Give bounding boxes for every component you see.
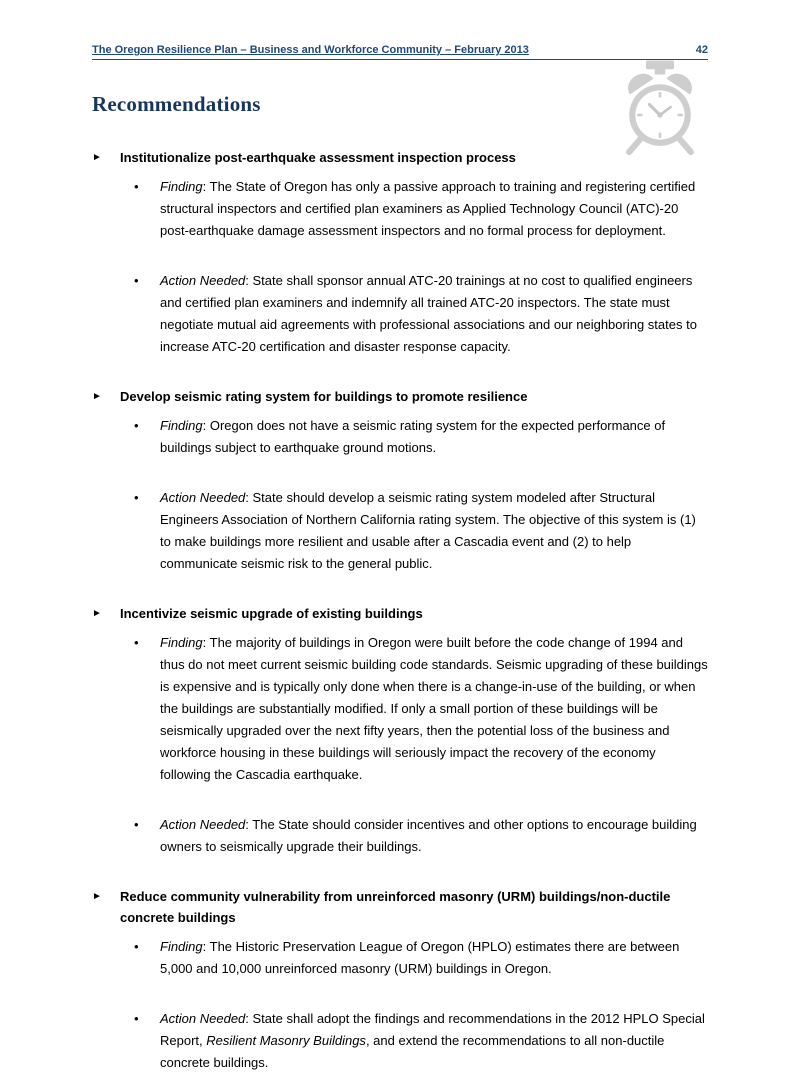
action-needed-text: : The State should consider incentives and other options to encourage building owners to seismically upgrade their buildings. (160, 817, 697, 854)
finding-item (134, 415, 708, 459)
report-title-italic: Resilient Masonry Buildings (206, 1033, 366, 1048)
action-needed-item (134, 814, 708, 858)
finding-text: : The majority of buildings in Oregon were built before the code change of 1994 and thus do not meet current seismic building code standards. Seismic upgrading of these buildings is expensive and is typically only done when there is a change-in-use of the building, or when the buildings are substantially modified. If only a small portion of these buildings will be seismically upgraded over the next fifty years, then the potential loss of the business and workforce housing in these buildings will seriously impact the recovery of the economy following the Cascadia earthquake. (160, 635, 708, 782)
finding-label: Finding (160, 635, 203, 650)
section-title-text: Incentivize seismic upgrade of existing buildings (120, 606, 423, 621)
action-needed-paragraph (160, 1008, 708, 1074)
arrow-bullet-icon: ► (92, 391, 102, 402)
dot-bullet-icon: • (134, 179, 139, 194)
section-title-text: Reduce community vulnerability from unreinforced masonry (URM) buildings/non-ductile concrete buildings (120, 889, 671, 925)
action-needed-label: Action Needed (160, 273, 246, 288)
action-needed-text: : State should develop a seismic rating system modeled after Structural Engineers Association of Northern California rating system. The objective of this system is (1) to make buildings more resilient and usable after a Cascadia event and (2) to help communicate seismic risk to the general public. (160, 490, 696, 571)
action-needed-item (134, 487, 708, 575)
action-needed-text: : State shall sponsor annual ATC-20 trainings at no cost to qualified engineers and certified plan examiners and indemnify all trained ATC-20 inspectors. The state must negotiate mutual aid agreements with professional associations and our neighboring states to increase ATC-20 certification and disaster response capacity. (160, 273, 697, 354)
finding-text: : Oregon does not have a seismic rating system for the expected performance of buildings subject to earthquake ground motions. (160, 418, 666, 455)
section-title (92, 886, 708, 928)
finding-label: Finding (160, 179, 203, 194)
finding-item (134, 632, 708, 786)
recommendation-section (92, 886, 708, 1074)
finding-paragraph (160, 415, 708, 459)
section-title (92, 147, 708, 168)
action-needed-text-before: : State shall adopt the findings and recommendations in the 2012 HPLO Special Report, (160, 1011, 705, 1048)
section-title (92, 603, 708, 624)
action-needed-text-after: , and extend the recommendations to all non-ductile concrete buildings. (160, 1033, 665, 1070)
arrow-bullet-icon: ► (92, 891, 102, 902)
arrow-bullet-icon: ► (92, 608, 102, 619)
action-needed-label: Action Needed (160, 817, 246, 832)
dot-bullet-icon: • (134, 635, 139, 650)
finding-label: Finding (160, 939, 203, 954)
section-title (92, 386, 708, 407)
page-header (92, 44, 708, 60)
dot-bullet-icon: • (134, 418, 139, 433)
finding-paragraph (160, 176, 708, 242)
page-number: 42 (695, 44, 708, 56)
action-needed-label: Action Needed (160, 490, 246, 505)
action-needed-item (134, 270, 708, 358)
dot-bullet-icon: • (134, 817, 139, 832)
finding-item (134, 176, 708, 242)
dot-bullet-icon: • (134, 273, 139, 288)
action-needed-paragraph (160, 814, 708, 858)
page-title: Recommendations (92, 92, 261, 116)
action-needed-item (134, 1008, 708, 1074)
recommendation-section (92, 603, 708, 858)
action-needed-paragraph (160, 487, 708, 575)
header-title: The Oregon Resilience Plan – Business and Workforce Community – February 2013 (92, 44, 529, 56)
finding-text: : The State of Oregon has only a passive approach to training and registering certified structural inspectors and certified plan examiners as Applied Technology Council (ATC)-20 post-earthquake damage assessment inspectors and no formal process for deployment. (160, 179, 696, 238)
finding-label: Finding (160, 418, 203, 433)
finding-text: : The Historic Preservation League of Oregon (HPLO) estimates there are between 5,000 and 10,000 unreinforced masonry (URM) buildings in Oregon. (160, 939, 680, 976)
finding-paragraph (160, 632, 708, 786)
dot-bullet-icon: • (134, 490, 139, 505)
arrow-bullet-icon: ► (92, 152, 102, 163)
dot-bullet-icon: • (134, 939, 139, 954)
dot-bullet-icon: • (134, 1011, 139, 1026)
action-needed-label: Action Needed (160, 1011, 246, 1026)
finding-paragraph (160, 936, 708, 980)
action-needed-paragraph (160, 270, 708, 358)
recommendation-section (92, 147, 708, 358)
section-title-text: Develop seismic rating system for buildings to promote resilience (120, 389, 528, 404)
recommendation-section (92, 386, 708, 575)
finding-item (134, 936, 708, 980)
section-title-text: Institutionalize post-earthquake assessment inspection process (120, 150, 516, 165)
